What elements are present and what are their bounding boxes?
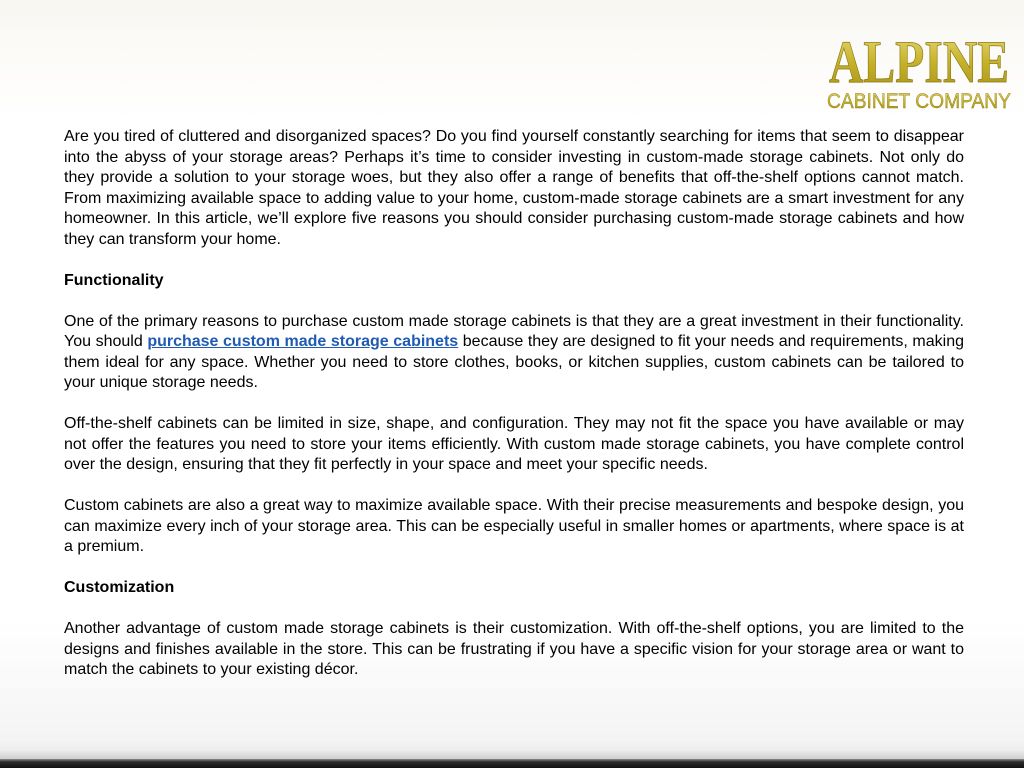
heading-customization: Customization: [64, 579, 175, 596]
logo-line-2: CABINET COMPANY: [827, 90, 1011, 113]
paragraph-text: One of the primary reasons to purchase custom made storage cabinets is that they are a great investment in their functionality. You should: [64, 312, 964, 350]
footer-bar: [0, 759, 1024, 768]
logo-line-1: ALPINE: [829, 29, 1009, 95]
functionality-paragraph-1: [64, 312, 964, 394]
footer-shadow: [0, 750, 1024, 759]
article-body: [64, 127, 964, 701]
paragraph-text: because they are designed to fit your needs and requirements, making them ideal for any space. Whether you need to store clothes, books, or kitchen supplies, custom cabinets can be tailored to your unique storage needs.: [64, 333, 964, 391]
intro-paragraph: Are you tired of cluttered and disorganized spaces? Do you find yourself constantly searching for items that seem to disappear into the abyss of your storage areas? Perhaps it’s time to consider investing in custom-made storage cabinets. Not only do they provide a solution to your storage woes, but they also offer a range of benefits that off-the-shelf options cannot match. From maximizing available space to adding value to your home, custom-made storage cabinets are a smart investment for any homeowner. In this article, we’ll explore five reasons you should consider purchasing custom-made storage cabinets and how they can transform your home.: [64, 128, 964, 248]
purchase-cabinets-link[interactable]: purchase custom made storage cabinets: [147, 333, 459, 350]
heading-functionality: Functionality: [64, 271, 164, 289]
functionality-paragraph-3: Custom cabinets are also a great way to maximize available space. With their precise measurements and bespoke design, you can maximize every inch of your storage area. This can be especially useful in smaller homes or apartments, where space is at a premium.: [64, 497, 964, 555]
customization-paragraph-1: Another advantage of custom made storage cabinets is their customization. With off-the-shelf options, you are limited to the designs and finishes available in the store. This can be frustrating if you have a specific vision for your storage area or want to match the cabinets to your existing décor.: [64, 620, 964, 678]
functionality-paragraph-2: Off-the-shelf cabinets can be limited in size, shape, and configuration. They may not fit the space you have available or may not offer the features you need to store your items efficiently. With custom made storage cabinets, you have complete control over the design, ensuring that they fit perfectly in your space and meet your specific needs.: [64, 415, 964, 473]
alpine-cabinet-company-logo: [826, 20, 1012, 116]
